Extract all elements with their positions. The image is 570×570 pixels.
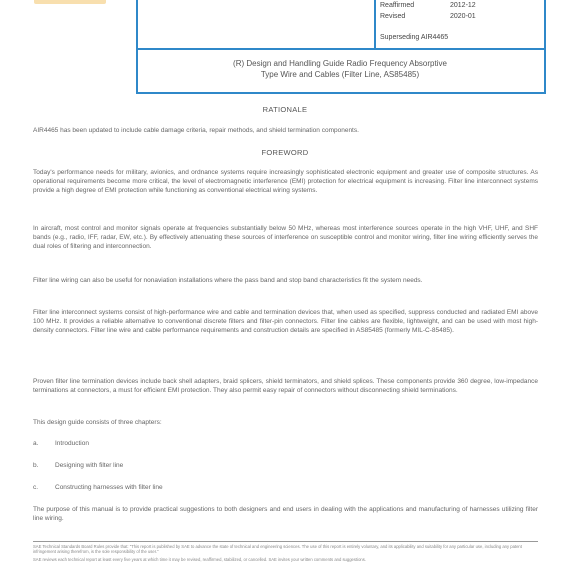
chapter-item-constructing	[33, 484, 163, 491]
foreword-paragraph-2: In aircraft, most control and monitor signals operate at frequencies substantially below 50 MHz, whereas most interference sources operate in the high VHF, UHF, and SHF bands (e.g., radio, IFF, radar, EW, etc.). By effectively attenuating these sources of interference on susceptible control and monitor wiring, filter line wiring efficiently serves the dual roles of filtering and interconnection.	[33, 225, 538, 251]
footer-legal-text-1: SAE Technical Standards Board Rules provide that: "This report is published by SAE to advance the state of technical and engineering sciences. The use of this report is entirely voluntary, and its applicability and suitability for any particular use, including any patent infringement arising therefrom, is the sole responsibility of the user."	[33, 544, 522, 555]
header-divider-horizontal	[136, 48, 546, 50]
footer-legal-text-2: SAE reviews each technical report at least every five years at which time it may be revised, reaffirmed, stabilized, or cancelled. SAE invites your written comments and suggestions.	[33, 557, 366, 562]
chapter-letter: c.	[33, 484, 39, 491]
publisher-logo-mark	[34, 0, 106, 4]
reaffirmed-date: 2012-12	[450, 2, 476, 9]
chapters-intro: This design guide consists of three chapters:	[33, 419, 162, 426]
revised-date: 2020-01	[450, 13, 476, 20]
chapter-letter: a.	[33, 440, 39, 447]
chapter-item-designing	[33, 462, 123, 469]
document-title-line-1: (R) Design and Handling Guide Radio Frequency Absorptive	[233, 59, 447, 68]
foreword-paragraph-5: Proven filter line termination devices include back shell adapters, braid splicers, shield terminators, and shield splices. These components provide 360 degree, low-impedance terminations at connectors, a must for efficient EMI protection. They also permit easy repair of connectors without disconnecting shield terminations.	[33, 378, 538, 395]
chapter-label: Designing with filter line	[55, 462, 124, 469]
document-title	[140, 58, 540, 80]
foreword-paragraph-3: Filter line wiring can also be useful for nonaviation installations where the pass band and stop band characteristics fit the system needs.	[33, 277, 423, 284]
chapter-item-introduction	[33, 440, 89, 447]
reaffirmed-label: Reaffirmed	[380, 2, 415, 9]
header-divider-vertical	[374, 0, 376, 48]
chapter-label: Constructing harnesses with filter line	[55, 484, 163, 491]
superseding-note: Superseding AIR4465	[380, 34, 449, 41]
rationale-text: AIR4465 has been updated to include cable damage criteria, repair methods, and shield termination components.	[33, 127, 359, 134]
foreword-paragraph-1: Today's performance needs for military, avionics, and ordnance systems require increasingly sophisticated electronic equipment and greater use of composite structures. As operational requirements become more critical, the level of electromagnetic interference (EMI) protection for electrical equipment is increasing. Filter line interconnect systems provide a high degree of EMI protection while functioning as conventional electrical wiring systems.	[33, 169, 538, 195]
foreword-paragraph-purpose: The purpose of this manual is to provide practical suggestions to both designers and end users in dealing with the applications and manufacturing of harnesses utilizing filter line wiring.	[33, 506, 538, 523]
rationale-heading: RATIONALE	[262, 105, 308, 114]
foreword-paragraph-4: Filter line interconnect systems consist of high-performance wire and cable and termination devices that, when used as specified, suppress conducted and radiated EMI above 100 MHz. It provides a reliable alternative to conventional discrete filters and filter-pin connectors. Filter line cables are flexible, lightweight, and can be used with most high-density connectors. Filter line wire and cable performance requirements and construction details are specified in AS85485 (formerly MIL-C-85485).	[33, 309, 538, 335]
chapter-label: Introduction	[55, 440, 89, 447]
revised-label: Revised	[380, 13, 406, 20]
footer-rule	[33, 541, 538, 542]
foreword-heading: FOREWORD	[261, 148, 309, 157]
document-title-line-2: Type Wire and Cables (Filter Line, AS85485)	[260, 70, 420, 79]
chapter-letter: b.	[33, 462, 39, 469]
